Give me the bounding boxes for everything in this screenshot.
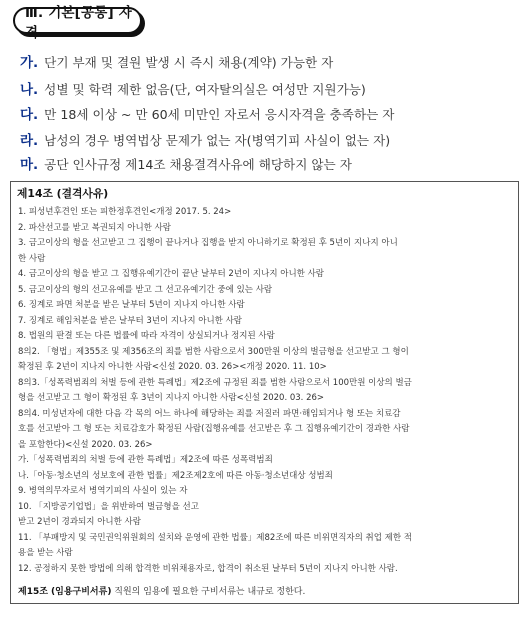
list-item: 9. 병역의무자로서 병역기피의 사실이 있는 자: [18, 486, 188, 496]
criterion-text: 성별 및 학력 제한 없음(단, 여자탈의실은 여성만 지원가능): [44, 82, 366, 97]
list-item: 나.「아동·청소년의 성보호에 관한 법률」제2조제2호에 따른 아동·청소년대상 성범죄: [18, 470, 333, 481]
footer-text: 직원의 임용에 필요한 구비서류는 내규로 정한다.: [111, 587, 306, 597]
list-item: 호를 선고받아 그 형 또는 치료감호가 확정된 사람(집행유예를 선고받은 후 그 집행유예기간이 경과한 사람: [18, 424, 410, 434]
list-item: 8의4. 미성년자에 대한 다음 각 목의 어느 하나에 해당하는 죄를 저질러 파면·해임되거나 형 또는 치료감: [18, 408, 401, 419]
footer-article-title: 제15조 (임용구비서류): [18, 587, 112, 597]
criterion-text: 만 18세 이상 ~ 만 60세 미만인 자로서 응시자격을 충족하는 자: [44, 107, 395, 122]
criterion-marker: 다.: [20, 107, 39, 123]
list-item: 확정된 후 2년이 지나지 아니한 사람<신설 2020. 03. 26><개정 2020. 11. 10>: [18, 362, 327, 372]
section-title: [13, 4, 142, 41]
list-item: 6. 징계로 파면 처분을 받은 날부터 5년이 지나지 아니한 사람: [18, 300, 245, 310]
criterion-text: 단기 부재 및 결원 발생 시 즉시 채용(계약) 가능한 자: [44, 55, 334, 70]
list-item: 12. 공정하지 못한 방법에 의해 합격한 비위채용자로, 합격이 취소된 날부터 5년이 지나지 아니한 사람.: [18, 563, 398, 574]
list-item: 받고 2년이 경과되지 아니한 사람: [18, 517, 141, 527]
criterion-ga: [20, 55, 519, 71]
section-title-text: Ⅲ. 기본[공통] 자격: [25, 4, 133, 41]
disqualification-list: [18, 205, 512, 577]
criterion-marker: 라.: [20, 133, 39, 149]
list-item: 8. 법원의 판결 또는 다른 법률에 따라 자격이 상실되거나 정지된 사람: [18, 331, 275, 341]
panel-heading: 제14조 (결격사유): [17, 187, 109, 200]
list-item: 용을 받는 사람: [18, 548, 73, 558]
list-item: 5. 금고이상의 형의 선고유예를 받고 그 선고유예기간 중에 있는 사람: [18, 284, 273, 295]
list-item: 가.「성폭력범죄의 처벌 등에 관한 특례법」제2조에 따른 성폭력범죄: [18, 455, 273, 465]
list-item: 8의3.「성폭력범죄의 처벌 등에 관한 특례법」제2조에 규정된 죄를 범한 사람으로서 100만원 이상의 벌금: [18, 377, 412, 388]
list-item: 4. 금고이상의 형을 받고 그 집행유예기간이 끝난 날부터 2년이 지나지 아니한 사람: [18, 269, 324, 279]
list-item: 한 사람: [18, 253, 46, 264]
list-item: 3. 금고이상의 형을 선고받고 그 집행이 끝나거나 집행을 받지 아니하기로 확정된 후 5년이 지나지 아니: [18, 238, 398, 248]
criterion-marker: 가.: [20, 55, 39, 71]
list-item: 8의2. 「형법」제355조 및 제356조의 죄를 범한 사람으로서 300만원 이상의 벌금형을 선고받고 그 형이: [18, 346, 409, 357]
criterion-marker: 나.: [20, 82, 39, 98]
criterion-ma: [20, 157, 519, 173]
disqualification-panel: [10, 181, 519, 604]
list-item: 1. 피성년후견인 또는 피한정후견인<개정 2017. 5. 24>: [18, 207, 232, 217]
criterion-ra: [20, 133, 519, 149]
criterion-marker: 마.: [20, 157, 39, 173]
criterion-text: 남성의 경우 병역법상 문제가 없는 자(병역기피 사실이 없는 자): [44, 133, 391, 148]
list-item: 10. 「지방공기업법」을 위반하여 벌금형을 선고: [18, 501, 199, 512]
list-item: 을 포함한다)<신설 2020. 03. 26>: [18, 439, 153, 450]
criterion-na: [20, 82, 519, 98]
criterion-da: [20, 107, 519, 123]
list-item: 2. 파산선고를 받고 복권되지 아니한 사람: [18, 222, 171, 233]
list-item: 7. 징계로 해임처분을 받은 날부터 3년이 지나지 아니한 사람: [18, 315, 242, 326]
panel-footer: [18, 584, 305, 597]
list-item: 11. 「부패방지 및 국민권익위원회의 설치와 운영에 관한 법률」제82조에 따른 비위면직자의 취업 제한 적: [18, 532, 412, 543]
list-item: 형을 선고받고 그 형이 확정된 후 3년이 지나지 아니한 사람<신설 2020. 03. 26>: [18, 393, 325, 403]
criterion-text: 공단 인사규정 제14조 채용결격사유에 해당하지 않는 자: [44, 157, 352, 172]
